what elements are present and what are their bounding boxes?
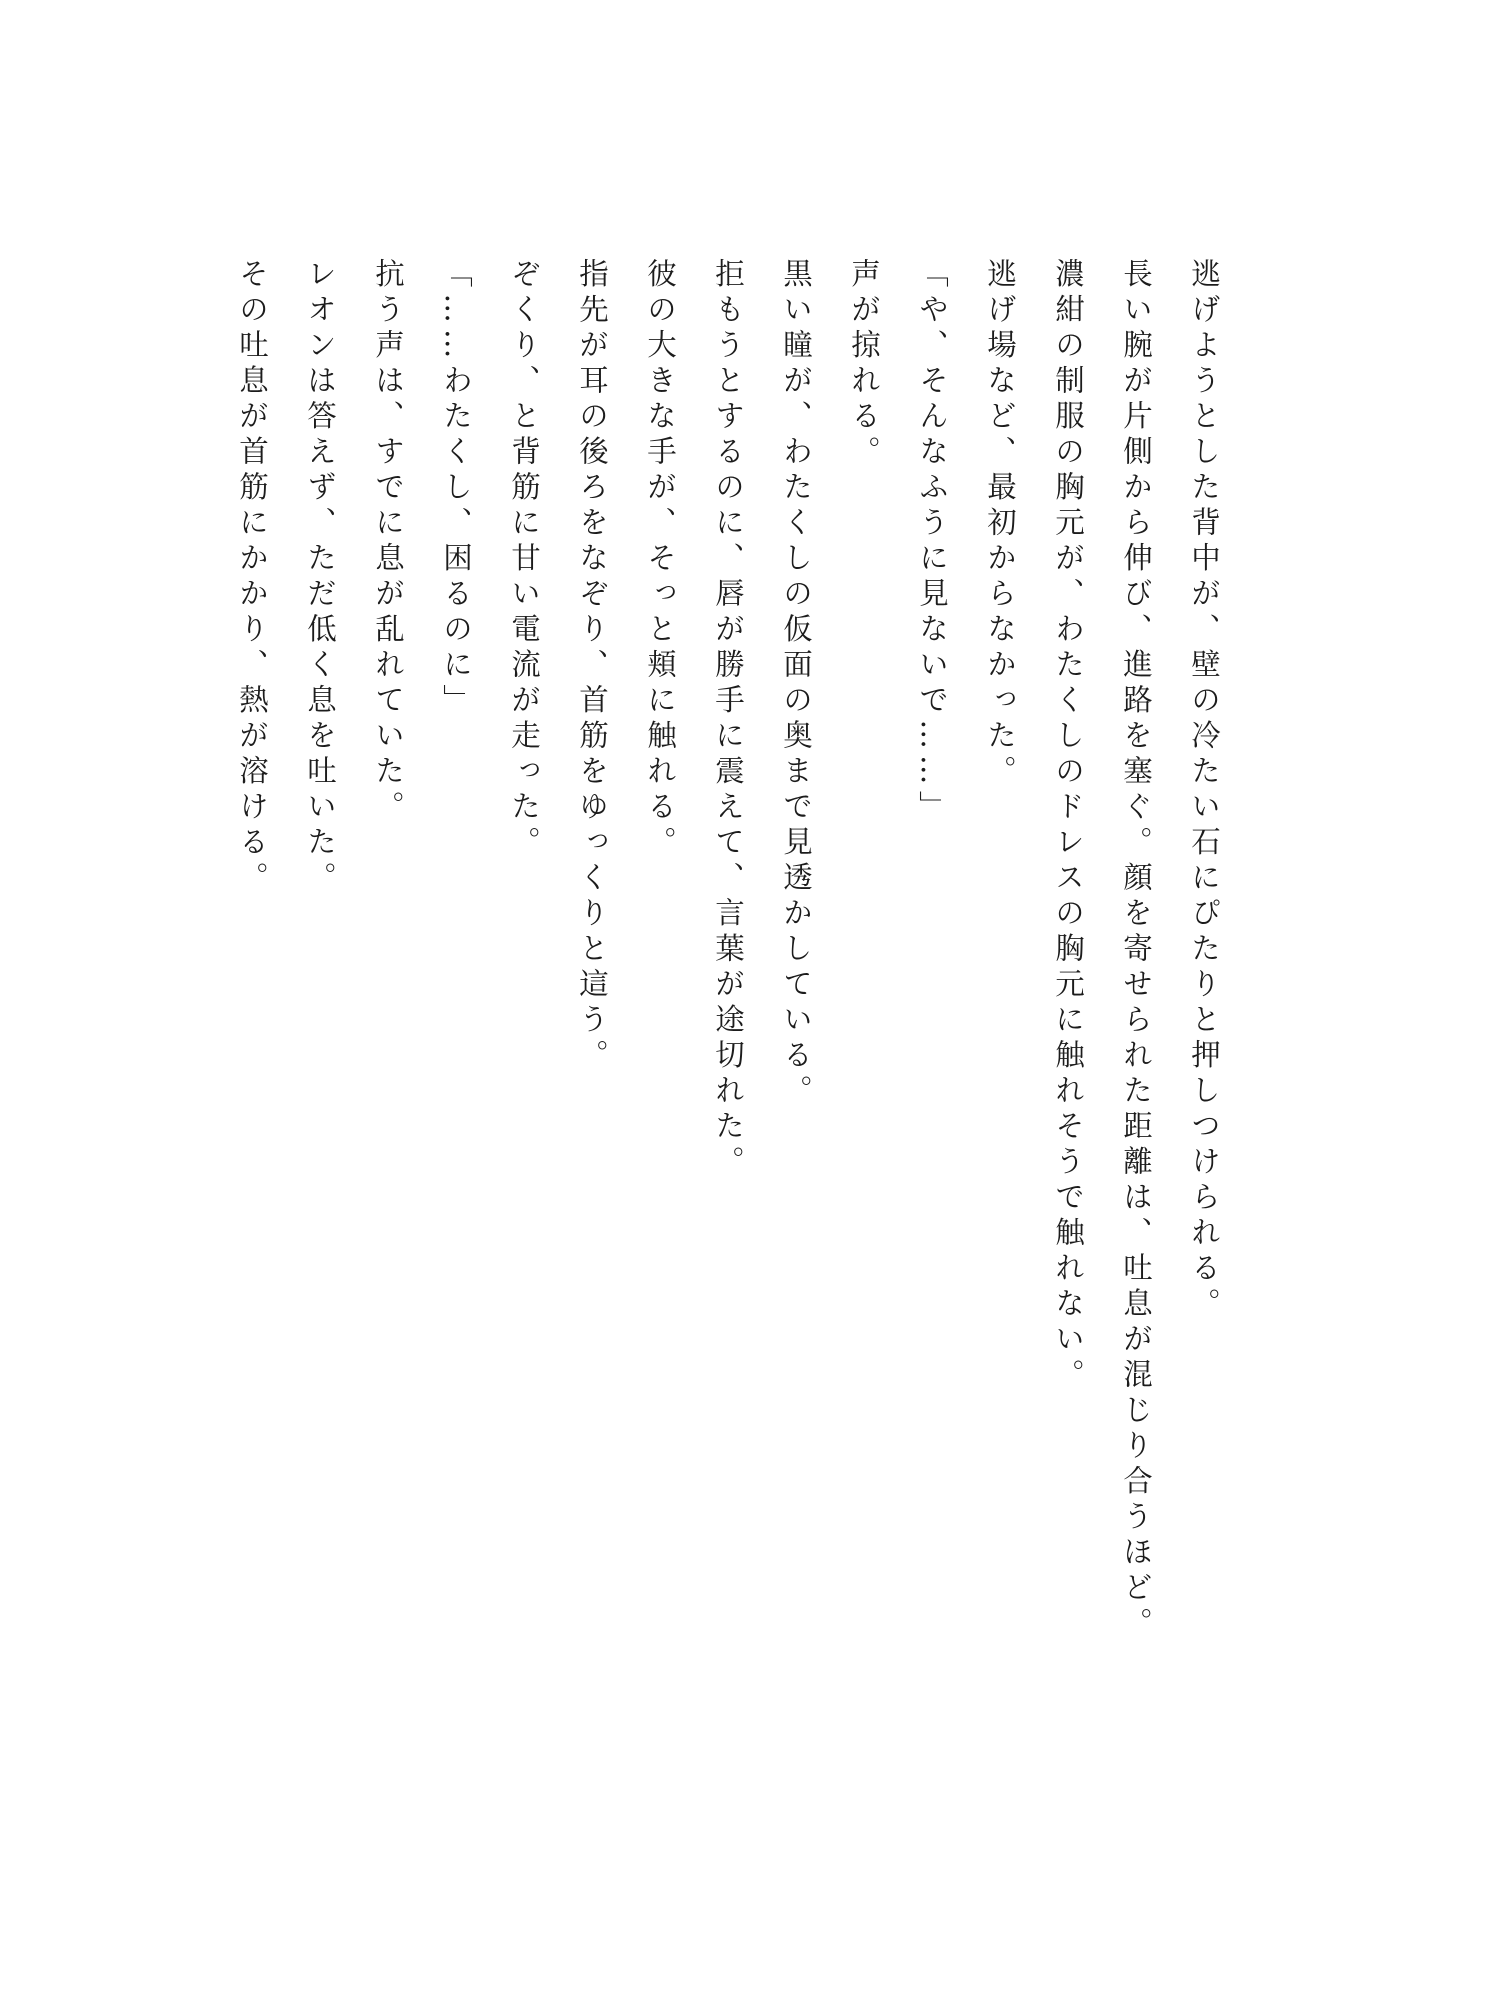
text-line-14: レオンは答えず、ただ低く息を吐いた。: [303, 258, 337, 897]
text-line-11: ぞくり、と背筋に甘い電流が走った。: [507, 258, 541, 862]
text-line-3: 濃紺の制服の胸元が、わたくしのドレスの胸元に触れそうで触れない。: [1051, 258, 1085, 1394]
text-line-9: 彼の大きな手が、そっと頬に触れる。: [643, 258, 677, 862]
vertical-text-body: [218, 258, 1238, 1658]
text-line-1: 逃げようとした背中が、壁の冷たい石にぴたりと押しつけられる。: [1187, 258, 1221, 1323]
text-line-6: 声が掠れる。: [847, 258, 881, 471]
text-line-12: 「……わたくし、困るのに」: [439, 258, 473, 720]
text-line-8: 拒もうとするのに、唇が勝手に震えて、言葉が途切れた。: [711, 258, 745, 1181]
text-line-15: その吐息が首筋にかかり、熱が溶ける。: [235, 258, 269, 897]
text-line-7: 黒い瞳が、わたくしの仮面の奥まで見透かしている。: [779, 258, 813, 1110]
text-line-4: 逃げ場など、最初からなかった。: [983, 258, 1017, 791]
text-line-2: 長い腕が片側から伸び、進路を塞ぐ。顔を寄せられた距離は、吐息が混じり合うほど。: [1119, 258, 1153, 1643]
text-line-13: 抗う声は、すでに息が乱れていた。: [371, 258, 405, 826]
text-line-10: 指先が耳の後ろをなぞり、首筋をゆっくりと這う。: [575, 258, 609, 1075]
text-line-5: 「や、そんなふうに見ないで……」: [915, 258, 949, 826]
